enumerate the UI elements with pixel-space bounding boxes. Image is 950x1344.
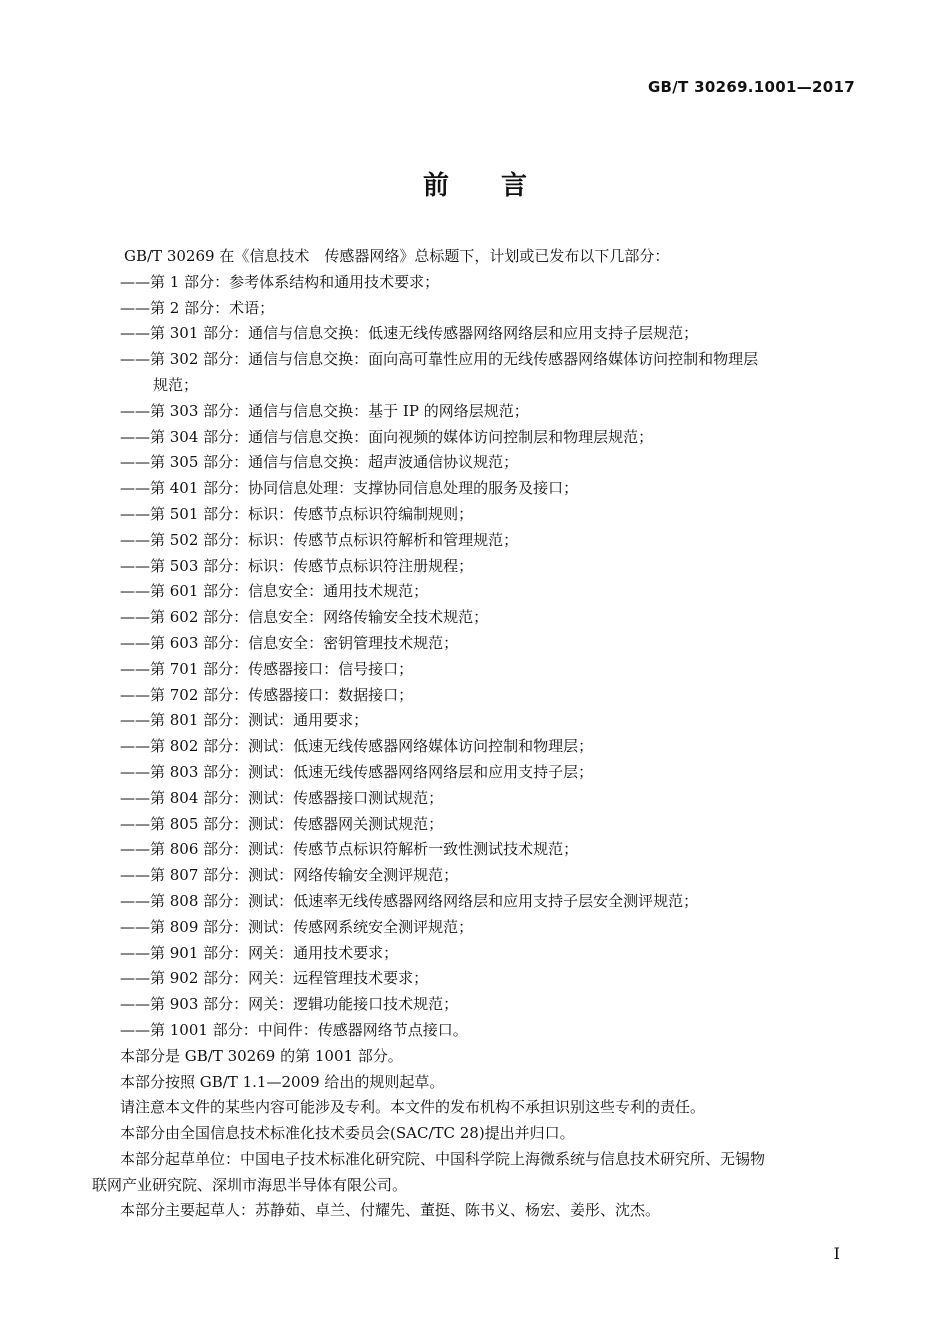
dash-mark: —— — [120, 737, 150, 756]
dash-mark: —— — [120, 814, 150, 833]
dash-mark: —— — [120, 556, 150, 575]
dash-mark: —— — [120, 350, 150, 369]
list-item — [120, 296, 860, 322]
list-item — [120, 708, 860, 734]
list-item-text: 第 804 部分：测试：传感器接口测试规范； — [150, 788, 444, 807]
list-item-text: 第 803 部分：测试：低速无线传感器网络网络层和应用支持子层； — [150, 762, 594, 781]
list-item-text: 第 602 部分：信息安全：网络传输安全技术规范； — [150, 608, 489, 627]
list-item-text: 第 903 部分：网关：逻辑功能接口技术规范； — [150, 995, 459, 1014]
list-item — [120, 502, 860, 528]
paragraph-drafting-units-line2: 联网产业研究院、深圳市海思半导体有限公司。 — [92, 1175, 408, 1194]
list-item — [120, 734, 860, 760]
dash-mark: —— — [120, 917, 150, 936]
list-item — [120, 837, 860, 863]
list-item — [120, 554, 860, 580]
list-item — [120, 579, 860, 605]
list-item-text: 第 601 部分：信息安全：通用技术规范； — [150, 582, 429, 601]
dash-mark: —— — [120, 401, 150, 420]
paragraph-drafting-units-line1: 本部分起草单位：中国电子技术标准化研究院、中国科学院上海微系统与信息技术研究所、无锡物 — [120, 1149, 766, 1168]
dash-mark: —— — [120, 659, 150, 678]
dash-mark: —— — [120, 685, 150, 704]
dash-mark: —— — [120, 324, 150, 343]
list-item — [120, 941, 860, 967]
list-item — [120, 863, 860, 889]
list-item-text: 第 806 部分：测试：传感节点标识符解析一致性测试技术规范； — [150, 840, 579, 859]
dash-mark: —— — [120, 762, 150, 781]
list-item — [120, 760, 860, 786]
dash-mark: —— — [120, 1020, 150, 1039]
list-item-text: 第 501 部分：标识：传感节点标识符编制规则； — [150, 504, 474, 523]
paragraph-drafting-rules: 本部分按照 GB/T 1.1—2009 给出的规则起草。 — [120, 1072, 445, 1091]
list-item — [120, 270, 860, 296]
list-item-text: 第 2 部分：术语； — [150, 298, 275, 317]
intro-line: GB/T 30269 在《信息技术 传感器网络》总标题下，计划或已发布以下几部分： — [124, 247, 670, 265]
dash-mark: —— — [120, 504, 150, 523]
list-item-text: 第 1001 部分：中间件：传感器网络节点接口。 — [150, 1020, 468, 1039]
dash-mark: —— — [120, 298, 150, 317]
list-item — [120, 631, 860, 657]
list-item-text: 第 302 部分：通信与信息交换：面向高可靠性应用的无线传感器网络媒体访问控制和物理层 — [150, 350, 759, 369]
list-item — [120, 915, 860, 941]
list-item — [120, 1018, 860, 1044]
list-item — [120, 425, 860, 451]
list-item-text: 第 502 部分：标识：传感节点标识符解析和管理规范； — [150, 530, 519, 549]
list-item-text: 第 805 部分：测试：传感器网关测试规范； — [150, 814, 444, 833]
document-body — [92, 244, 860, 1224]
list-item — [120, 992, 860, 1018]
list-item-text: 第 303 部分：通信与信息交换：基于 IP 的网络层规范； — [150, 401, 529, 420]
list-item — [120, 528, 860, 554]
paragraph-patent-notice: 请注意本文件的某些内容可能涉及专利。本文件的发布机构不承担识别这些专利的责任。 — [120, 1098, 706, 1117]
dash-mark: —— — [120, 943, 150, 962]
list-item-text: 第 902 部分：网关：远程管理技术要求； — [150, 969, 429, 988]
dash-mark: —— — [120, 891, 150, 910]
list-item — [120, 786, 860, 812]
paragraph-drafters: 本部分主要起草人：苏静茹、卓兰、付耀先、董挺、陈书义、杨宏、姜彤、沈杰。 — [120, 1201, 661, 1220]
list-item-text: 第 808 部分：测试：低速率无线传感器网络网络层和应用支持子层安全测评规范； — [150, 891, 699, 910]
list-item — [120, 399, 860, 425]
list-item — [120, 347, 860, 373]
dash-mark: —— — [120, 995, 150, 1014]
dash-mark: —— — [120, 866, 150, 885]
dash-mark: —— — [120, 788, 150, 807]
dash-mark: —— — [120, 711, 150, 730]
list-item-text: 第 503 部分：标识：传感节点标识符注册规程； — [150, 556, 474, 575]
list-item — [120, 657, 860, 683]
list-item-text: 第 901 部分：网关：通用技术要求； — [150, 943, 399, 962]
dash-mark: —— — [120, 633, 150, 652]
page-title: 前言 — [422, 171, 579, 201]
list-item-text: 第 401 部分：协同信息处理：支撑协同信息处理的服务及接口； — [150, 479, 579, 498]
dash-mark: —— — [120, 530, 150, 549]
list-item-text: 第 702 部分：传感器接口：数据接口； — [150, 685, 414, 704]
list-item-text: 第 1 部分：参考体系结构和通用技术要求； — [150, 272, 440, 291]
list-item — [120, 812, 860, 838]
list-item-text: 第 304 部分：通信与信息交换：面向视频的媒体访问控制层和物理层规范； — [150, 427, 654, 446]
list-item-text: 第 603 部分：信息安全：密钥管理技术规范； — [150, 633, 459, 652]
list-item-text: 第 807 部分：测试：网络传输安全测评规范； — [150, 866, 459, 885]
dash-mark: —— — [120, 840, 150, 859]
paragraph-proposer: 本部分由全国信息技术标准化技术委员会(SAC/TC 28)提出并归口。 — [120, 1124, 575, 1143]
dash-mark: —— — [120, 272, 150, 291]
list-item — [120, 889, 860, 915]
list-item-text: 第 301 部分：通信与信息交换：低速无线传感器网络网络层和应用支持子层规范； — [150, 324, 699, 343]
dash-mark: —— — [120, 479, 150, 498]
list-item — [120, 450, 860, 476]
dash-mark: —— — [120, 969, 150, 988]
page-number: I — [833, 1244, 840, 1263]
list-item-continuation: 规范； — [153, 375, 199, 394]
list-item-text: 第 305 部分：通信与信息交换：超声波通信协议规范； — [150, 453, 519, 472]
dash-mark: —— — [120, 582, 150, 601]
list-item-text: 第 802 部分：测试：低速无线传感器网络媒体访问控制和物理层； — [150, 737, 594, 756]
list-item — [120, 605, 860, 631]
list-item-text: 第 801 部分：测试：通用要求； — [150, 711, 369, 730]
dash-mark: —— — [120, 608, 150, 627]
dash-mark: —— — [120, 453, 150, 472]
list-item — [120, 476, 860, 502]
list-item — [120, 321, 860, 347]
list-item — [120, 683, 860, 709]
list-item-text: 第 809 部分：测试：传感网系统安全测评规范； — [150, 917, 474, 936]
paragraph-part-number: 本部分是 GB/T 30269 的第 1001 部分。 — [120, 1046, 403, 1065]
list-item — [120, 966, 860, 992]
list-item-text: 第 701 部分：传感器接口：信号接口； — [150, 659, 414, 678]
dash-mark: —— — [120, 427, 150, 446]
standard-code: GB/T 30269.1001—2017 — [647, 78, 855, 96]
